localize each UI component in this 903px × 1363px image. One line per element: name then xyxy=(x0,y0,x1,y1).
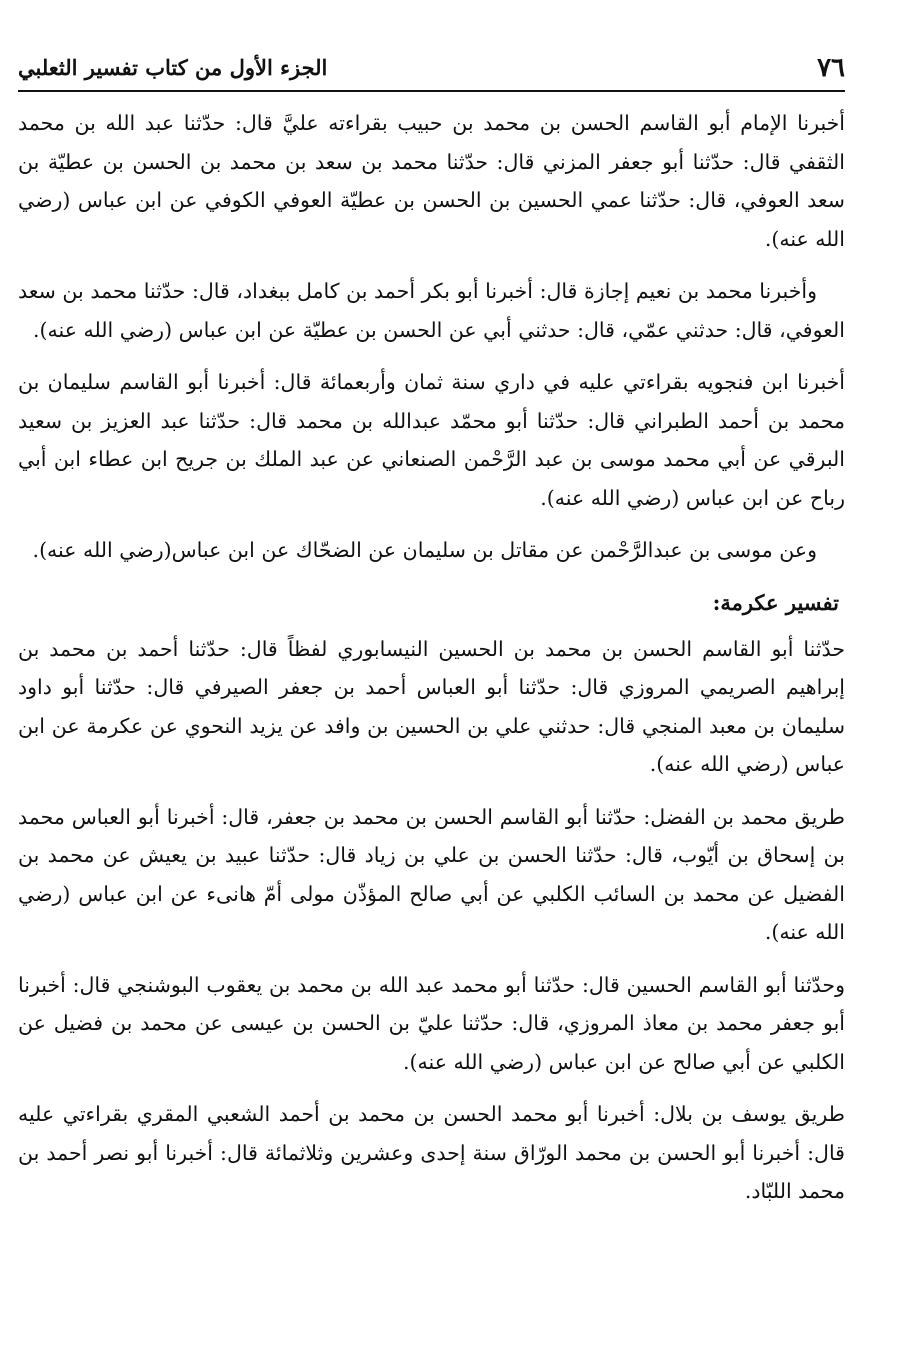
page-header xyxy=(18,48,845,92)
paragraph: طريق يوسف بن بلال: أخبرنا أبو محمد الحسن بن محمد بن أحمد الشعبي المقري بقراءتي عليه قال: أخبرنا أبو الحسن بن محمد الورّاق سنة إحدى وعشرين وثلاثمائة قال: أخبرنا أبو نصر أحمد بن محمد اللبّاد. xyxy=(18,1102,845,1203)
paragraph: وحدّثنا أبو القاسم الحسين قال: حدّثنا أبو محمد عبد الله بن محمد بن يعقوب البوشنجي قال: أخبرنا أبو جعفر محمد بن معاذ المروزي، قال: حدّثنا عليّ بن الحسن بن عيسى عن محمد بن فضيل عن الكلبي عن أبي صالح عن ابن عباس (رضي الله عنه). xyxy=(18,972,845,1074)
paragraph: أخبرنا الإمام أبو القاسم الحسن بن محمد بن حبيب بقراءته عليَّ قال: حدّثنا عبد الله بن محمد الثقفي قال: حدّثنا أبو جعفر المزني قال: حدّثنا محمد بن سعد بن محمد بن الحسن بن عطيّة بن سعد العوفي، قال: حدّثنا عمي الحسين بن الحسن بن عطيّة العوفي الكوفي عن ابن عباس (رضي الله عنه). xyxy=(18,111,845,251)
paragraph: حدّثنا أبو القاسم الحسن بن محمد بن الحسين النيسابوري لفظاً قال: حدّثنا أحمد بن محمد بن إبراهيم الصريمي المروزي قال: حدّثنا أبو العباس أحمد بن جعفر الصيرفي قال: حدّثنا أبو داود سليمان بن معبد المنجي قال: حدثني علي بن الحسين بن وافد عن يزيد النحوي عن عكرمة عن ابن عباس (رضي الله عنه). xyxy=(18,636,845,776)
running-title: الجزء الأول من كتاب تفسير الثعلبي xyxy=(18,55,328,80)
paragraph: وأخبرنا محمد بن نعيم إجازة قال: أخبرنا أبو بكر أحمد بن كامل ببغداد، قال: حدّثنا محمد بن سعد العوفي، قال: حدثني عمّي، قال: حدثني أبي عن الحسن بن عطيّة عن ابن عباس (رضي الله عنه). xyxy=(18,279,845,342)
page-number: ٧٦ xyxy=(817,53,845,83)
paragraph: طريق محمد بن الفضل: حدّثنا أبو القاسم الحسن بن محمد بن جعفر، قال: أخبرنا أبو العباس محمد بن إسحاق بن أيّوب، قال: حدّثنا الحسن بن علي بن زياد قال: حدّثنا عبيد بن يعيش عن محمد بن الفضيل عن محمد بن السائب الكلبي عن أبي صالح المؤذّن مولى أمّ هانىء عن ابن عباس (رضي الله عنه). xyxy=(18,804,845,944)
paragraph: أخبرنا ابن فنجويه بقراءتي عليه في داري سنة ثمان وأربعمائة قال: أخبرنا أبو القاسم سليمان بن محمد بن أحمد الطبراني قال: حدّثنا أبو محمّد عبدالله بن محمد قال: حدّثنا عبد العزيز بن سعيد البرقي عن أبي محمد موسى بن عبد الرَّحْمن الصنعاني عن عبد الملك بن جريح ابن عطاء ابن أبي رباح عن ابن عباس (رضي الله عنه). xyxy=(18,370,845,510)
page-body xyxy=(18,104,845,1225)
paragraph: وعن موسى بن عبدالرَّحْمن عن مقاتل بن سليمان عن الضحّاك عن ابن عباس(رضي الله عنه). xyxy=(32,538,817,562)
section-heading: تفسير عكرمة: xyxy=(712,589,839,615)
